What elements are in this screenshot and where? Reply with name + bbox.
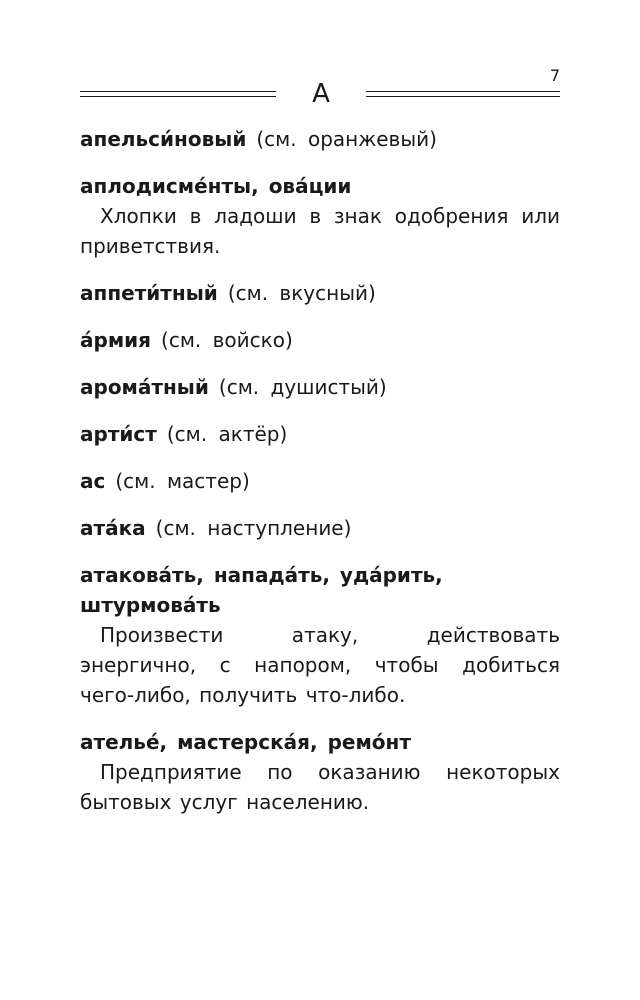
section-letter: А	[312, 79, 330, 109]
dictionary-entries	[80, 124, 560, 834]
dictionary-entry	[80, 513, 560, 543]
entry-headword: апельси́новый	[80, 127, 247, 151]
entry-reference: (см. мастер)	[115, 469, 250, 493]
dictionary-entry	[80, 466, 560, 496]
entry-headword: атакова́ть, напада́ть, уда́рить, штурмова́ть	[80, 563, 443, 617]
entry-reference: (см. войско)	[161, 328, 293, 352]
entry-headword: аппети́тный	[80, 281, 218, 305]
dictionary-entry	[80, 560, 560, 710]
dictionary-entry	[80, 171, 560, 261]
entry-headword: ата́ка	[80, 516, 146, 540]
page-number: 7	[549, 66, 560, 85]
dictionary-entry	[80, 325, 560, 355]
entry-headword: арти́ст	[80, 422, 157, 446]
entry-reference: (см. душистый)	[218, 375, 387, 399]
entry-headword: аплодисме́нты, ова́ции	[80, 174, 352, 198]
entry-definition: Предприятие по оказанию некоторых бытовых услуг населению.	[80, 760, 560, 814]
entry-headword: а́рмия	[80, 328, 152, 352]
entry-reference: (см. актёр)	[166, 422, 288, 446]
header-rule-left	[80, 91, 276, 97]
entry-definition: Хлопки в ладоши в знак одобрения или приветствия.	[80, 204, 560, 258]
dictionary-entry	[80, 419, 560, 449]
header-rule-right	[366, 91, 560, 97]
dictionary-entry	[80, 372, 560, 402]
page-header	[80, 66, 560, 116]
entry-reference: (см. оранжевый)	[256, 127, 437, 151]
entry-reference: (см. наступление)	[155, 516, 352, 540]
entry-headword: ателье́, мастерска́я, ремо́нт	[80, 730, 411, 754]
dictionary-entry	[80, 727, 560, 817]
dictionary-entry	[80, 124, 560, 154]
entry-definition: Произвести атаку, действовать энергично, с напором, чтобы добиться чего-либо, получить что-либо.	[80, 623, 560, 707]
dictionary-entry	[80, 278, 560, 308]
entry-headword: арома́тный	[80, 375, 209, 399]
entry-reference: (см. вкусный)	[227, 281, 376, 305]
entry-headword: ас	[80, 469, 106, 493]
